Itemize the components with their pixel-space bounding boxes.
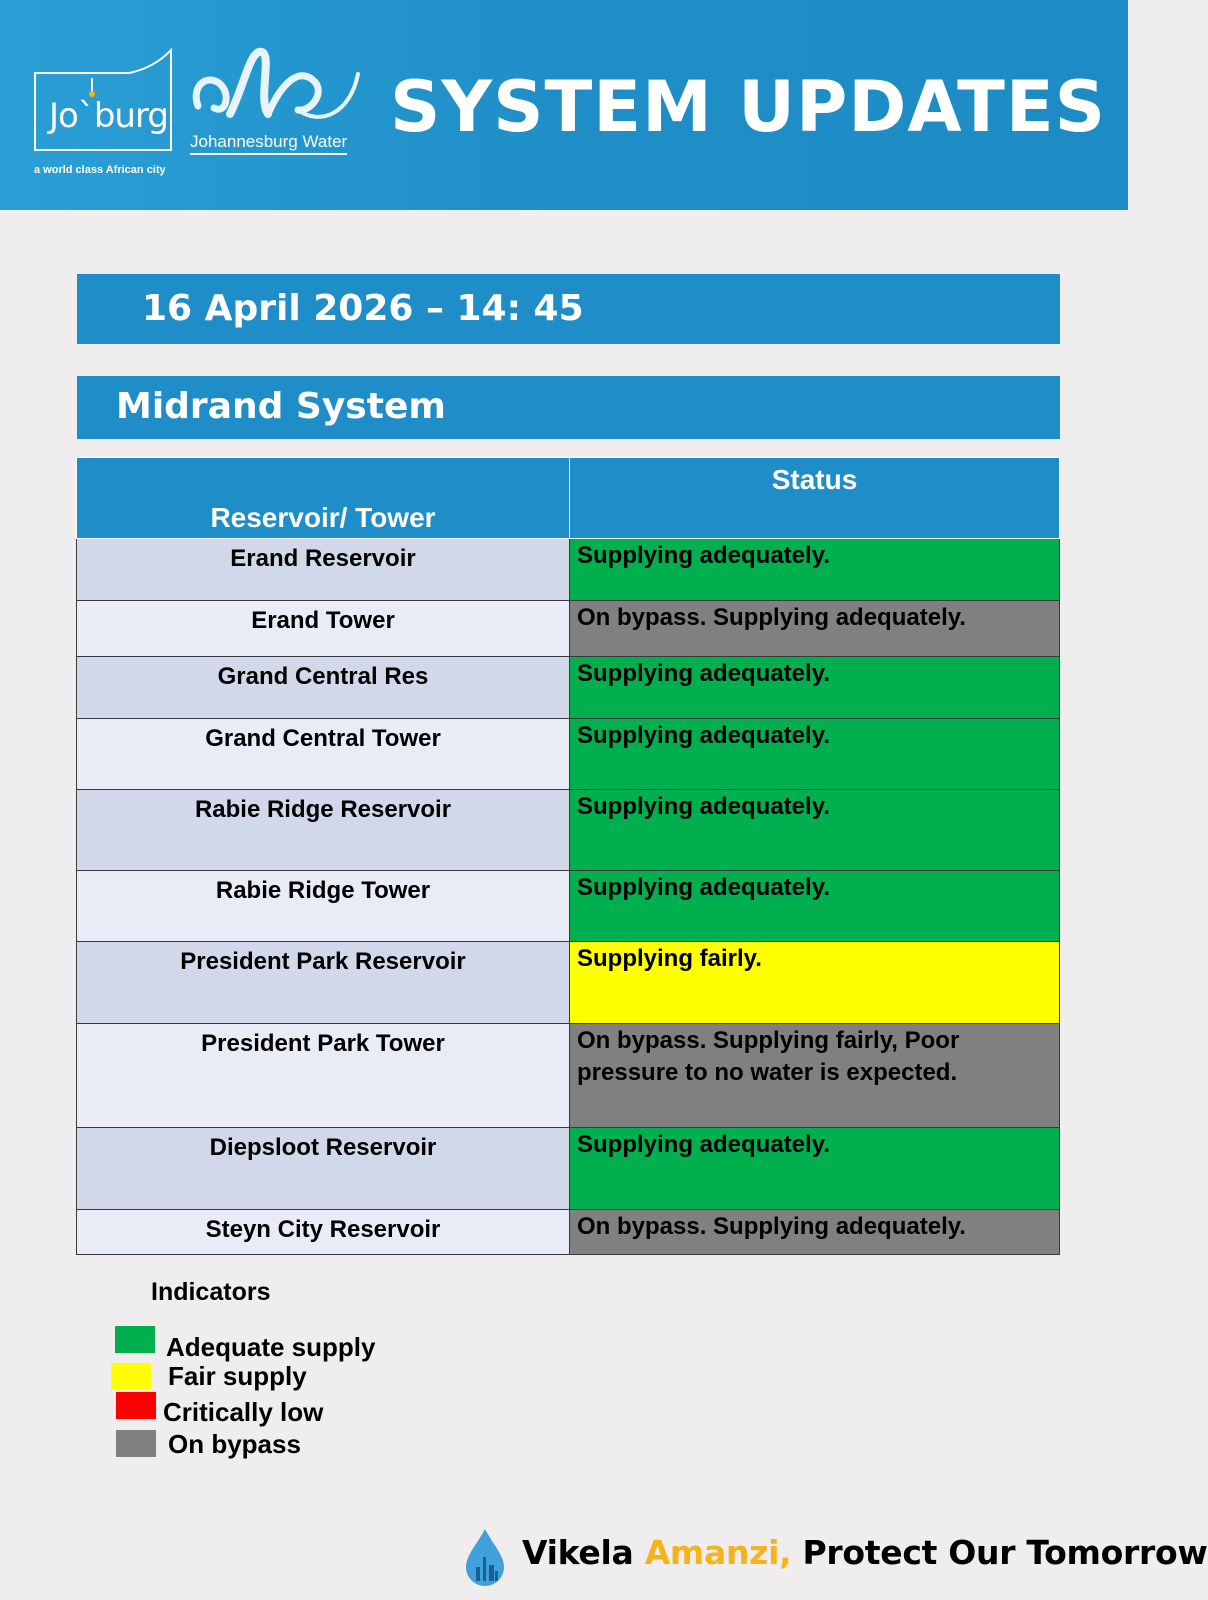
status-cell: Supplying adequately.: [570, 539, 1060, 601]
johannesburg-water-label: Johannesburg Water: [190, 132, 347, 155]
reservoir-name-cell: Erand Reservoir: [77, 539, 570, 601]
header-banner: [0, 0, 1128, 210]
table-row: [77, 601, 1060, 657]
table-row: [77, 871, 1060, 942]
status-cell: Supplying adequately.: [570, 1128, 1060, 1210]
reservoir-name-cell: Steyn City Reservoir: [77, 1210, 570, 1255]
status-cell: On bypass. Supplying adequately.: [570, 1210, 1060, 1255]
reservoir-name-cell: President Park Tower: [77, 1024, 570, 1128]
status-cell: On bypass. Supplying adequately.: [570, 601, 1060, 657]
status-cell: Supplying adequately.: [570, 719, 1060, 790]
reservoir-name-cell: President Park Reservoir: [77, 942, 570, 1024]
reservoir-name-cell: Rabie Ridge Reservoir: [77, 790, 570, 871]
reservoir-name-cell: Grand Central Tower: [77, 719, 570, 790]
table-header-row: [77, 458, 1060, 539]
footer-text-part1: Vikela: [522, 1533, 645, 1572]
footer-text-part3: Protect Our Tomorrow: [791, 1533, 1208, 1572]
table-row: [77, 539, 1060, 601]
joburg-tagline: a world class African city: [34, 164, 166, 176]
johannesburg-water-logo: [190, 44, 365, 159]
system-title: Midrand System: [77, 376, 1060, 439]
table-row: [77, 719, 1060, 790]
status-table: [76, 457, 1060, 1255]
reservoir-name-cell: Grand Central Res: [77, 657, 570, 719]
legend-swatch: [111, 1363, 151, 1390]
date-time-bar: 16 April 2026 – 14: 45: [77, 274, 1060, 344]
table-row: [77, 942, 1060, 1024]
legend-swatch: [115, 1326, 155, 1353]
footer-slogan: [464, 1527, 1208, 1587]
legend-label: Adequate supply: [166, 1332, 376, 1362]
status-cell: Supplying fairly.: [570, 942, 1060, 1024]
status-cell: Supplying adequately.: [570, 790, 1060, 871]
status-cell: Supplying adequately.: [570, 657, 1060, 719]
column-header-status: Status: [570, 458, 1060, 539]
legend-swatch: [116, 1430, 156, 1457]
reservoir-name-cell: Erand Tower: [77, 601, 570, 657]
footer-text-accent: Amanzi,: [644, 1533, 792, 1572]
page-title: SYSTEM UPDATES: [390, 66, 1107, 148]
table-row: [77, 1024, 1060, 1128]
legend-label: Critically low: [163, 1397, 324, 1427]
status-cell: Supplying adequately.: [570, 871, 1060, 942]
joburg-logo-word: Jo`burg: [49, 96, 168, 136]
reservoir-name-cell: Rabie Ridge Tower: [77, 871, 570, 942]
water-drop-icon: [464, 1527, 506, 1587]
legend-label: On bypass: [168, 1429, 301, 1459]
reservoir-name-cell: Diepsloot Reservoir: [77, 1128, 570, 1210]
table-row: [77, 1210, 1060, 1255]
table-row: [77, 657, 1060, 719]
water-wave-icon: [190, 44, 365, 134]
legend-label: Fair supply: [168, 1361, 307, 1391]
legend-swatch: [116, 1392, 156, 1419]
table-body: [77, 539, 1060, 1255]
status-cell: On bypass. Supplying fairly, Poor pressure to no water is expected.: [570, 1024, 1060, 1128]
joburg-logo: [34, 48, 172, 176]
footer-text: [522, 1533, 1208, 1572]
table-row: [77, 1128, 1060, 1210]
indicators-title: Indicators: [151, 1278, 271, 1306]
table-row: [77, 790, 1060, 871]
column-header-reservoir: Reservoir/ Tower: [77, 458, 570, 539]
